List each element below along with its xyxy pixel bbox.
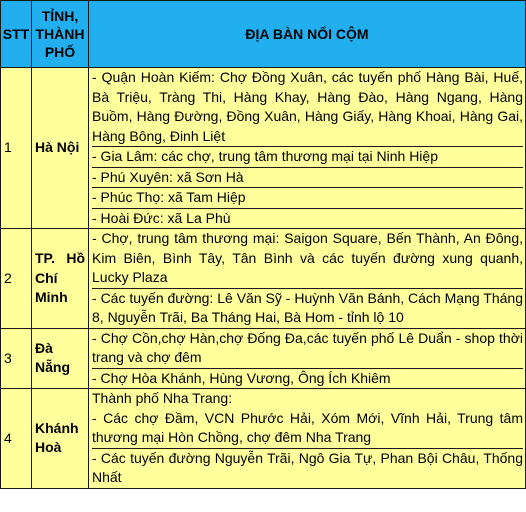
table-row [1,389,526,489]
area-item: - Phú Xuyên: xã Sơn Hà [92,168,523,189]
row-area [89,389,526,489]
row-city: Hà Nội [32,68,89,229]
row-area [89,229,526,329]
row-stt: 4 [1,389,32,489]
row-area [89,328,526,389]
area-item: - Các tuyến đường Nguyễn Trãi, Ngô Gia Tự, Phan Bội Châu, Thống Nhất [92,449,523,485]
area-item: Thành phố Nha Trang: [92,390,233,406]
area-item: - Gia Lâm: các chợ, trung tâm thương mại tại Ninh Hiệp [92,147,523,168]
table-row [1,68,526,229]
header-city: TỈNH, THÀNH PHỐ [32,1,89,68]
area-item: - Chợ Cồn,chợ Hàn,chợ Đống Đa,các tuyến phố Lê Duẩn - shop thời trang và chợ đêm [92,329,523,369]
area-item: - Quận Hoàn Kiếm: Chợ Đồng Xuân, các tuyến phố Hàng Bài, Huế, Bà Triệu, Tràng Thi, Hàng Khay, Hàng Đào, Hàng Ngang, Hàng Buồm, Hàng Đường, Đồng Xuân, Hàng Giấy, Hàng Khoai, Hàng Gai, Hàng Bông, Đinh Liệt [92,68,523,147]
table-row [1,328,526,389]
area-item: - Các chợ Đầm, VCN Phước Hải, Xóm Mới, Vĩnh Hải, Trung tâm thương mại Hòn Chồng, chợ đêm Nha Trang [92,409,523,449]
row-stt: 2 [1,229,32,329]
area-item: - Hoài Đức: xã La Phù [92,209,231,226]
header-area: ĐỊA BÀN NỔI CỘM [89,1,526,68]
table-row [1,229,526,329]
row-city: Khánh Hoà [32,389,89,489]
area-item: - Chợ Hòa Khánh, Hùng Vương, Ông Ích Khiêm [92,369,391,386]
header-stt: STT [1,1,32,68]
row-city: TP. Hồ Chí Minh [32,229,89,329]
table-header-row [1,1,526,68]
row-stt: 1 [1,68,32,229]
area-item: - Phúc Thọ: xã Tam Hiệp [92,188,523,209]
area-item: - Chợ, trung tâm thương mại: Saigon Square, Bến Thành, An Đông, Kim Biên, Bình Tây, Tân Bình và các tuyến đường xung quanh, Lucky Plaza [92,229,523,289]
row-stt: 3 [1,328,32,389]
row-city: Đà Nẵng [32,328,89,389]
row-area [89,68,526,229]
area-item: - Các tuyến đường: Lê Văn Sỹ - Huỳnh Văn Bánh, Cách Mạng Tháng 8, Nguyễn Trãi, Ba Tháng Hai, Bà Hom - tỉnh lộ 10 [92,289,523,325]
